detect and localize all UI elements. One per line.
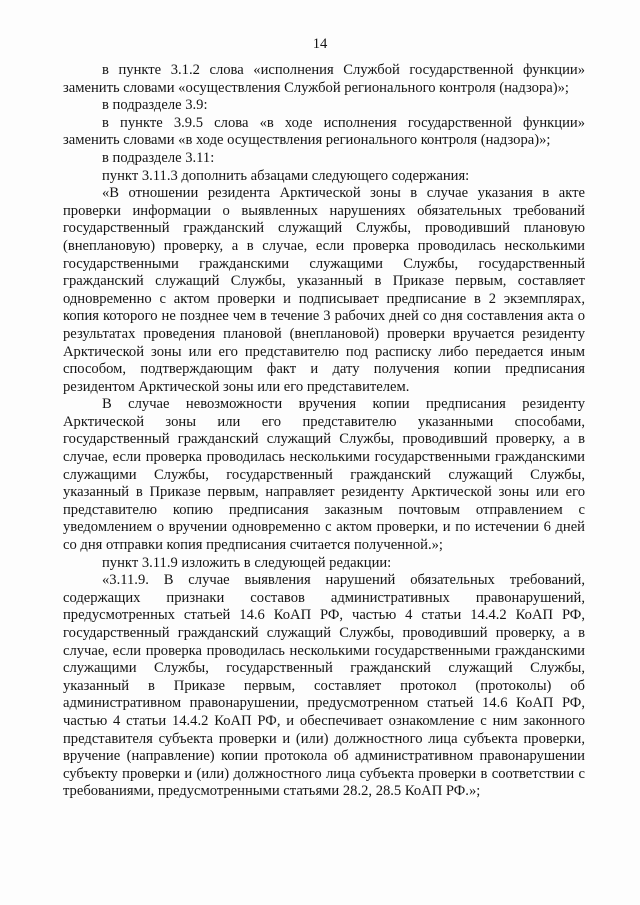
paragraph-4: в подразделе 3.11: [102, 149, 215, 166]
paragraph-5: пункт 3.11.3 дополнить абзацами следующего содержания: [102, 167, 470, 184]
paragraph-7: В случае невозможности вручения копии предписания резиденту Арктической зоны или его представителю указанными способами, государственный гражданский служащий Службы, проводивший проверку, а в случае, если проверка проводилась несколькими государственными гражданскими служащими Службы, государственный гражданский служащий Службы, указанный в Приказе первым, направляет резиденту Арктической зоны или его представителю копию предписания заказным почтовым отправлением с уведомлением о вручении одновременно с актом проверки, и по истечении 6 дней со дня отправки копия предписания считается полученной.»; [63, 396, 585, 554]
document-body [63, 62, 585, 801]
paragraph-9: «3.11.9. В случае выявления нарушений обязательных требований, содержащих признаки составов административных правонарушений, предусмотренных статьей 14.6 КоАП РФ, частью 4 статьи 14.4.2 КоАП РФ, государственный гражданский служащий Службы, проводивший проверку, а в случае, если проверка проводилась несколькими государственными гражданскими служащими Службы, государственный гражданский служащий Службы, указанный в Приказе первым, составляет протокол (протоколы) об административном правонарушении, предусмотренном статьей 14.6 КоАП РФ, частью 4 статьи 14.4.2 КоАП РФ, и обеспечивает ознакомление с ним законного представителя субъекта проверки и (или) должностного лица субъекта проверки, вручение (направление) копии протокола об административном правонарушении субъекту проверки и (или) должностного лица субъекта проверки в соответствии с требованиями, предусмотренными статьями 28.2, 28.5 КоАП РФ.»; [63, 572, 585, 800]
page-number: 14 [312, 36, 328, 52]
paragraph-3: в пункте 3.9.5 слова «в ходе исполнения государственной функции» заменить словами «в ходе осуществления регионального контроля (надзора)»; [63, 114, 585, 149]
paragraph-1: в пункте 3.1.2 слова «исполнения Службой государственной функции» заменить словами «осуществления Службой регионального контроля (надзора)»; [63, 62, 585, 96]
paragraph-2: в подразделе 3.9: [102, 97, 208, 114]
paragraph-8: пункт 3.11.9 изложить в следующей редакции: [102, 554, 392, 571]
paragraph-6: «В отношении резидента Арктической зоны в случае указания в акте проверки информации о выявленных нарушениях обязательных требований государственный гражданский служащий Службы, проводивший плановую (внеплановую) проверку, а в случае, если проверка проводилась несколькими государственными гражданскими служащими Службы, государственный гражданский служащий Службы, указанный в Приказе первым, составляет одновременно с актом проверки и подписывает предписание в 2 экземплярах, копия которого не позднее чем в течение 3 рабочих дней со дня составления акта о результатах проведения плановой (внеплановой) проверки вручается резиденту Арктической зоны или его представителю под расписку либо передается иным способом, подтверждающим факт и дату получения копии предписания резидентом Арктической зоны или его представителем. [63, 185, 585, 395]
